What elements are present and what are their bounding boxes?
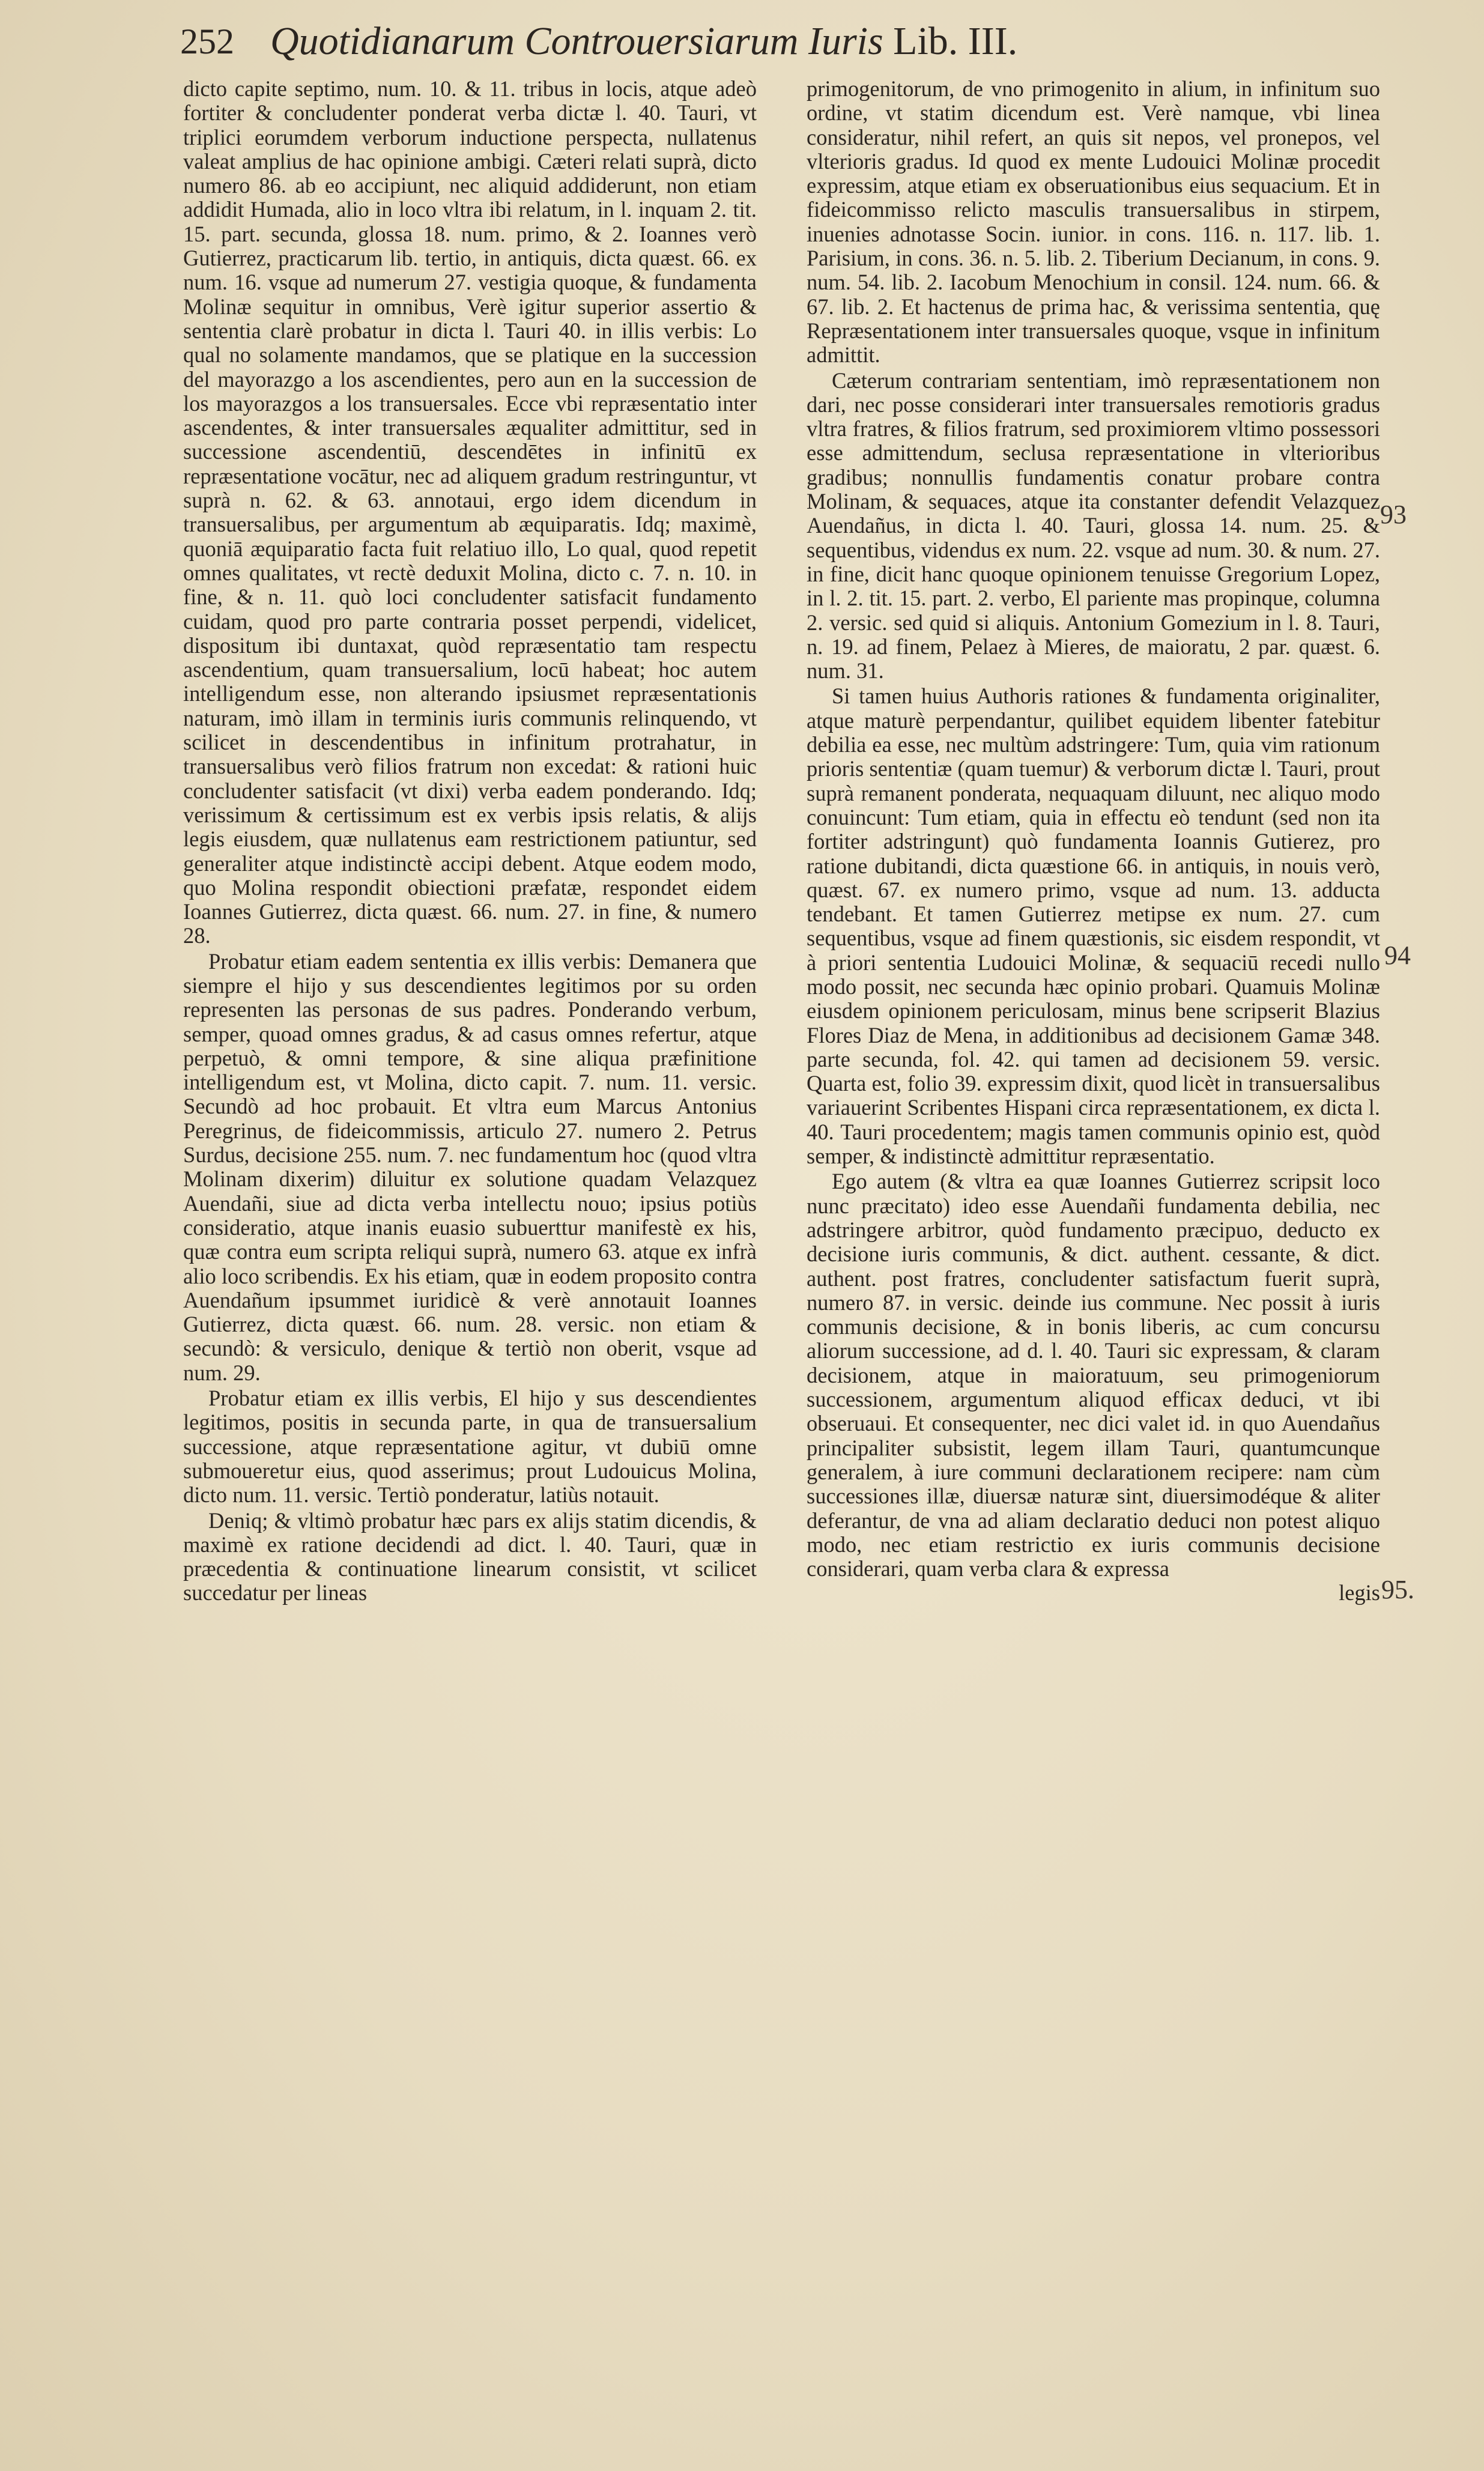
margin-number: 95. (1381, 1575, 1414, 1604)
right-column (807, 77, 1380, 1605)
right-paragraph: primogenitorum, de vno primogenito in alium, in infinitum suo ordine, vt statim dicendum est. Verè namque, vbi linea consideratur, nihil refert, an quis sit nepos, vel pronepos, vel vlterioris gradus. Id quod ex mente Ludouici Molinæ procedit expressim, atque etiam ex obseruationibus eius sequacium. Et in fideicommisso relicto masculis transuersalibus in stirpem, inuenies adnotasse Socin. iunior. in cons. 116. n. 117. lib. 1. Parisium, in cons. 36. n. 5. lib. 2. Tiberium Decianum, in cons. 9. num. 54. lib. 2. Iacobum Menochium in consil. 124. num. 66. & 67. lib. 2. Et hactenus de prima hac, & verissima sententia, quę Repræsentationem inter transuersales quoque, vsque in infinitum admittit. (807, 76, 1380, 368)
page-number: 252 (180, 22, 234, 61)
left-paragraph: Probatur etiam eadem sententia ex illis verbis: Demanera que siempre el hijo y sus descendientes legitimos por su orden representen las personas de sus padres. Ponderando verbum, semper, quoad omnes gradus, & ad casus omnes refertur, atque perpetuò, & omni tempore, & sine aliqua præfinitione intelligendum est, vt Molina, dicto capit. 7. num. 11. versic. Secundò ad hoc probauit. Et vltra eum Marcus Antonius Peregrinus, de fideicommissis, articulo 27. numero 2. Petrus Surdus, decisione 255. num. 7. nec fundamentum hoc (quod vltra Molinam dixerim) diluitur ex solutione quadam Velazquez Auendañi, siue ad dicta verba intellectu nouo; ipsius potiùs consideratio, atque inanis euasio subuerttur manifestè ex his, quæ contra eum scripta reliqui suprà, numero 63. atque ex infrà alio loco scribendis. Ex his etiam, quæ in eodem proposito contra Auendañum ipsummet iuridicè & verè annotauit Ioannes Gutierrez, dicta quæst. 66. num. 28. versic. non etiam & secundò: & versiculo, denique & tertiò non oberit, vsque ad num. 29. (183, 948, 757, 1385)
title-text: Quotidianarum Controuersiarum Iuris (270, 19, 883, 63)
margin-number: 94 (1384, 941, 1411, 970)
running-header (180, 8, 1369, 74)
catchword: legis (1339, 1580, 1380, 1605)
left-paragraph: dicto capite septimo, num. 10. & 11. tribus in locis, atque adeò fortiter & concludenter ponderat verba dictæ l. 40. Tauri, vt triplici eorumdem verborum inductione perspecta, nullatenus valeat amplius de hac opinione ambigi. Cæteri relati suprà, dicto numero 86. ab eo accipiunt, nec aliquid addiderunt, non etiam addidit Humada, alio in loco vltra ibi relatum, in l. inquam 2. tit. 15. part. secunda, glossa 18. num. primo, & 2. Ioannes verò Gutierrez, practicarum lib. tertio, in antiquis, dicta quæst. 66. ex num. 16. vsque ad numerum 27. vestigia quoque, & fundamenta Molinæ sequitur in omnibus, Verè igitur superior assertio & sententia clarè probatur in dicta l. Tauri 40. in illis verbis: Lo qual no solamente mandamos, que se platique en la succession del mayorazgo a los ascendientes, pero aun en la succession de los mayorazgos a los transuersales. Ecce vbi repræsentatio inter ascendentes, & inter transuersales æqualiter admittitur, sed in successione ascendentiū, descendētes in infinitū ex repræsentatione vocātur, nec ad aliquem gradum restringuntur, vt suprà n. 62. & 63. annotaui, ergo idem dicendum in transuersalibus, per argumentum ab æquiparatis. Idq; maximè, quoniā æquiparatio facta fuit relatiuo illo, Lo qual, quod repetit omnes qualitates, vt rectè deduxit Molina, dicto c. 7. n. 10. in fine, & n. 11. quò loci concludenter satisfacit fundamento cuidam, quod pro parte contraria posset perpendi, videlicet, dispositum ibi duntaxat, quòd repræsentatio tam respectu ascendentium, quam transuersalium, locū habeat; hoc autem intelligendum esse, non alterando ipsiusmet repræsentationis naturam, imò illam in terminis iuris communis relinquendo, vt scilicet in descendentibus in infinitum protrahatur, in transuersalibus verò filios fratrum non excedat: & rationi huic concludenter satisfacit (vt dixi) verba eadem ponderando. Idq; verissimum & certissimum est ex verbis ipsis relatis, & alijs legis eiusdem, quæ nullatenus eam restrictionem patiuntur, sed generaliter atque indistinctè accipi debent. Atque eodem modo, quo Molina respondit obiectioni præfatæ, respondet eidem Ioannes Gutierrez, dicta quæst. 66. num. 27. in fine, & numero 28. (183, 76, 757, 948)
running-title (270, 8, 1017, 74)
left-column (183, 77, 757, 1605)
right-paragraph: Cæterum contrariam sententiam, imò repræsentationem non dari, nec posse considerari inter transuersales remotioris gradus vltra fratres, & filios fratrum, sed proximiorem vltimo possessori esse admittendum, seclusa repræsentatione in vlterioribus gradibus; nonnullis fundamentis conatur probare contra Molinam, & sequaces, atque ita constanter defendit Velazquez Auendañus, in dicta l. 40. Tauri, glossa 14. num. 25. & sequentibus, videndus ex num. 22. vsque ad num. 30. & num. 27. in fine, dicit hanc quoque opinionem tenuisse Gregorium Lopez, in l. 2. tit. 15. part. 2. verbo, El pariente mas propinque, columna 2. versic. sed quid si aliquis. Antonium Gomezium in l. 8. Tauri, n. 19. ad finem, Pelaez à Mieres, de maioratu, 2 par. quæst. 6. num. 31. (807, 368, 1381, 684)
right-paragraph: Ego autem (& vltra ea quæ Ioannes Gutierrez scripsit loco nunc præcitato) ideo esse Auendañi fundamenta debilia, nec adstringere arbitror, quòd fundamento præcipuo, deducto ex decisione iuris communis, & dict. authent. cessante, & dict. authent. post fratres, concludenter satisfactum fuerit suprà, numero 87. in versic. deinde ius commune. Nec possit à iuris communis decisione, & in bonis liberis, ac cum concursu aliorum successione, ad d. l. 40. Tauri sic expressam, & claram decisionem, atque in maioratuum, seu primogeniorum successionem, argumentum aliquod efficax deduci, vt ibi obseruaui. Et consequenter, nec dici valet id. in quo Auendañus principaliter subsistit, legem illam Tauri, quantumcunque generalem, à iure communi declarationem recipere: nam cùm successiones illæ, diuersæ naturæ sint, diuersimodéque & aliter deferantur, de vna ad aliam declaratio deduci non potest aliquo modo, nec etiam restrictio ex iuris communis decisione considerari, quam verba clara & expressa (807, 1169, 1380, 1581)
right-paragraph: Si tamen huius Authoris rationes & fundamenta originaliter, atque maturè perpendantur, quilibet equidem libenter fatebitur debilia ea esse, nec multùm adstringere: Tum, quia vim rationum prioris sententiæ (quam tuemur) & verborum dictæ l. Tauri, prout suprà remanent ponderata, nequaquam diluunt, nec aliquo modo conuincunt: Tum etiam, quia in effectu eò tendunt (sed non ita fortiter adstringunt) quò fundamenta Ioannis Gutierez, pro ratione dubitandi, dicta quæstione 66. in antiquis, in nouis verò, quæst. 67. ex numero primo, vsque ad num. 13. adducta tendebant. Et tamen Gutierrez metipse ex num. 27. cum sequentibus, vsque ad finem quæstionis, sic eisdem respondit, vt à priori sententia Ludouici Molinæ, & sequaciū recedi nullo modo possit, nec secunda hæc opinio probari. Quamuis Molinæ eiusdem opinionem periculosam, minus bene scripserit Blazius Flores Diaz de Mena, in additionibus ad decisionem Gamæ 348. parte secunda, fol. 42. qui tamen ad decisionem 59. versic. Quarta est, folio 39. expressim dixit, quod licèt in transuersalibus variauerint Scribentes Hispani circa repræsentationem, ex dicta l. 40. Tauri procedentem; magis tamen communis opinio est, quòd semper, & indistinctè admittitur repræsentatio. (807, 684, 1380, 1169)
book-label: Lib. III. (893, 19, 1018, 63)
margin-number: 93 (1380, 500, 1407, 529)
left-paragraph: Deniq; & vltimò probatur hæc pars ex alijs statim dicendis, & maximè ex ratione decidendi ad dict. l. 40. Tauri, quæ in præcedentia & continuatione linearum consistit, vt scilicet succedatur per lineas (183, 1508, 757, 1605)
left-paragraph: Probatur etiam ex illis verbis, El hijo y sus descendientes legitimos, positis in secunda parte, in qua de transuersalium successione, atque repræsentatione agitur, vt dubiū omne submoueretur eius, quod asserimus; prout Ludouicus Molina, dicto num. 11. versic. Tertiò ponderatur, latiùs notauit. (183, 1386, 757, 1508)
